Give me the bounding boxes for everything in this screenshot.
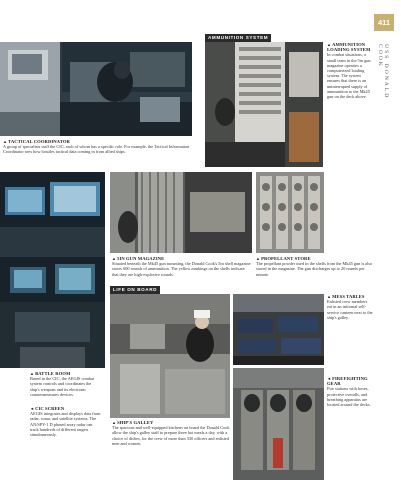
caption-tactical-coordinator [3, 139, 193, 155]
gun-magazine-art [110, 172, 252, 253]
ammo-loading-art [205, 42, 323, 167]
gun-magazine-title: 5IN GUN MAGAZINE [117, 256, 165, 261]
battle-room-title: BATTLE ROOM [35, 371, 71, 376]
triangle-icon: ◄ [30, 406, 35, 411]
ammunition-system-bar: AMMUNITION SYSTEM [205, 34, 271, 42]
firefighting-title: FIREFIGHTING GEAR [327, 376, 368, 387]
galley-body: The spacious and well-equipped kitchens on board the Donald Cook allow the ship's galley staff to prepare three hot meals a day, with a choice of dishes, for the crew of more than 330 officers and enlisted men and women. [112, 425, 230, 446]
caption-propellant-store [256, 256, 374, 277]
cic-screen-title: CIC SCREEN [35, 406, 65, 411]
tactical-photo-art [0, 42, 192, 136]
caption-gun-magazine [112, 256, 252, 277]
propellant-art [256, 172, 324, 253]
photo-ships-galley [110, 294, 230, 418]
tactical-title: TACTICAL COORDINATOR [8, 139, 70, 144]
galley-title: SHIP'S GALLEY [117, 420, 154, 425]
triangle-icon: ▲ [112, 256, 117, 261]
photo-firefighting-gear [233, 368, 324, 480]
caption-ships-galley [112, 420, 230, 446]
cic-screen-body: AEGIS integrates and displays data from radar, sonar, and satellite systems. The AN/SPY-1 D phased array radar can track hundreds of different targets simultaneously. [30, 411, 101, 438]
photo-mess-tables [233, 294, 324, 365]
photo-gun-magazine [110, 172, 252, 253]
triangle-icon: ▲ [256, 256, 261, 261]
photo-propellant-store [256, 172, 324, 253]
caption-firefighting-gear [327, 376, 373, 407]
mess-body: Enlisted crew members eat in an informal self-service canteen next to the ship's galley. [327, 299, 373, 320]
firefighting-art [233, 368, 324, 480]
battle-room-body: Based in the CIC, the AEGIS combat system controls and coordinates the ship's weapons and its electronic countermeasures devices. [30, 376, 95, 397]
firefighting-body: Fire stations with hoses, protective overalls, and breathing apparatus are located around the decks. [327, 386, 371, 408]
page-number: 411 [374, 14, 394, 31]
triangle-icon: ▲ [112, 420, 117, 425]
battle-room-art [0, 172, 105, 368]
photo-battle-room [0, 172, 105, 368]
gun-magazine-body: Situated beneath the Mk45 gun mounting, the Donald Cook's 5in shell magazine stores 600 rounds of ammunition. The yellow markings on the shells indicate that they are high-explosive rounds. [112, 261, 251, 277]
triangle-icon: ▲ [3, 139, 8, 144]
mess-title: MESS TABLES [332, 294, 365, 299]
caption-cic-screen [30, 406, 102, 437]
tactical-body: A group of specialists staff the CIC, each of whom has a specific role. For example, the Tactical Information Coordinator sees how hostiles tactical data coming in from allied ships. [3, 144, 190, 155]
running-head: USS DONALD COOK [377, 44, 389, 100]
galley-art [110, 294, 230, 418]
caption-mess-tables [327, 294, 373, 320]
mess-art [233, 294, 324, 365]
photo-ammunition-loading [205, 42, 323, 167]
triangle-icon: ▲ [327, 42, 332, 47]
triangle-icon: ◄ [327, 376, 332, 381]
ammo-loading-body: In combat situations, a small team in the 5in gun magazine operates a computerized loading system. The system ensures that there is an uninterrupted supply of ammunition to the Mk45 gun on the deck above. [327, 52, 371, 100]
propellant-body: The propellant powder used in the shells from the Mk45 gun is also stored in the magazine. The gun discharges up to 20 rounds per minute. [256, 261, 373, 277]
life-on-board-bar: LIFE ON BOARD [110, 286, 160, 294]
triangle-icon: ▲ [327, 294, 332, 299]
propellant-title: PROPELLANT STORE [261, 256, 311, 261]
caption-ammunition-loading [327, 42, 373, 99]
photo-tactical-coordinator [0, 42, 192, 136]
triangle-icon: ▲ [30, 371, 35, 376]
caption-battle-room [30, 371, 102, 397]
ammo-loading-title: AMMUNITION LOADING SYSTEM [327, 42, 371, 53]
